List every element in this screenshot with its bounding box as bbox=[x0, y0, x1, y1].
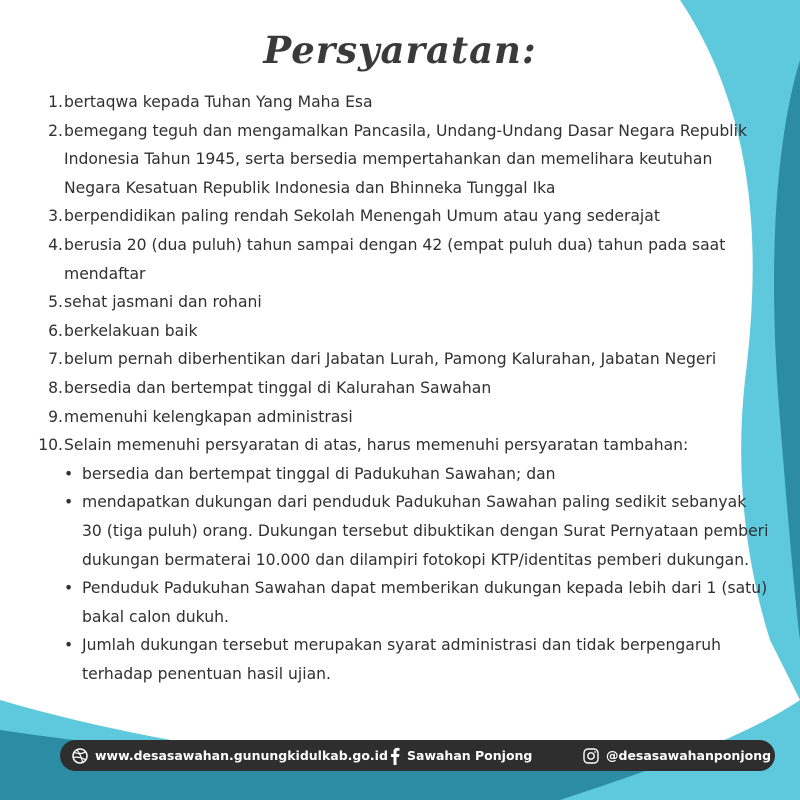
additional-requirements-list bbox=[30, 460, 770, 689]
item-number: 4. bbox=[48, 235, 63, 254]
bullet-icon: • bbox=[64, 579, 74, 598]
sub-item-text: Jumlah dukungan tersebut merupakan syarat administrasi dan tidak berpengaruh terhadap penentuan hasil ujian. bbox=[82, 636, 722, 683]
facebook-text: Sawahan Ponjong bbox=[407, 748, 533, 763]
page-title: Persyaratan: bbox=[263, 28, 537, 72]
website-text: www.desasawahan.gunungkidulkab.go.id bbox=[95, 748, 388, 763]
list-item bbox=[30, 202, 770, 231]
item-number: 7. bbox=[48, 350, 63, 369]
list-item bbox=[30, 117, 770, 203]
list-item bbox=[30, 288, 770, 317]
item-text: bertaqwa kepada Tuhan Yang Maha Esa bbox=[64, 93, 373, 111]
list-item bbox=[30, 345, 770, 374]
list-item bbox=[30, 317, 770, 346]
item-text: berusia 20 (dua puluh) tahun sampai dengan 42 (empat puluh dua) tahun pada saat mendaftar bbox=[64, 235, 726, 283]
item-text: sehat jasmani dan rohani bbox=[64, 293, 262, 312]
list-item bbox=[30, 88, 770, 117]
item-number: 5. bbox=[48, 293, 63, 312]
item-text: berpendidikan paling rendah Sekolah Menengah Umum atau yang sederajat bbox=[64, 207, 660, 226]
item-number: 6. bbox=[48, 321, 63, 340]
footer-bar bbox=[60, 740, 775, 771]
item-text: belum pernah diberhentikan dari Jabatan Lurah, Pamong Kalurahan, Jabatan Negeri bbox=[64, 350, 717, 369]
item-number: 9. bbox=[48, 407, 63, 426]
instagram-link[interactable] bbox=[583, 740, 771, 771]
website-link[interactable] bbox=[72, 740, 388, 771]
bullet-icon: • bbox=[64, 636, 74, 655]
item-text: berkelakuan baik bbox=[64, 321, 198, 340]
item-text: Selain memenuhi persyaratan di atas, harus memenuhi persyaratan tambahan: bbox=[64, 436, 689, 455]
sub-item-text: mendapatkan dukungan dari penduduk Padukuhan Sawahan paling sedikit sebanyak 30 (tiga puluh) orang. Dukungan tersebut dibuktikan dengan Surat Pernyataan pemberi dukungan bermaterai 10.000 dan dilampiri fotokopi KTP/identitas pemberi dukungan. bbox=[82, 493, 769, 569]
item-text: memenuhi kelengkapan administrasi bbox=[64, 407, 353, 426]
item-text: bersedia dan bertempat tinggal di Kalurahan Sawahan bbox=[64, 378, 492, 397]
list-item bbox=[30, 231, 770, 288]
item-number: 2. bbox=[48, 121, 63, 140]
bullet-icon: • bbox=[64, 493, 74, 512]
sub-list-item bbox=[64, 631, 770, 688]
item-number: 8. bbox=[48, 378, 63, 397]
dribbble-globe-icon bbox=[72, 748, 88, 764]
item-number: 10. bbox=[38, 436, 63, 455]
instagram-text: @desasawahanponjong bbox=[606, 748, 772, 763]
sub-list-item bbox=[64, 488, 770, 574]
bullet-icon: • bbox=[64, 464, 74, 483]
sub-list-item bbox=[64, 574, 770, 631]
facebook-link[interactable] bbox=[390, 740, 532, 771]
list-item bbox=[30, 403, 770, 432]
item-number: 3. bbox=[48, 207, 63, 226]
list-item bbox=[30, 431, 770, 460]
sub-item-text: Penduduk Padukuhan Sawahan dapat memberikan dukungan kepada lebih dari 1 (satu) bakal calon dukuh. bbox=[82, 579, 768, 626]
item-text: bemegang teguh dan mengamalkan Pancasila, Undang-Undang Dasar Negara Republik Indonesia Tahun 1945, serta bersedia mempertahankan dan memelihara keutuhan Negara Kesatuan Republik Indonesia dan Bhinneka Tunggal Ika bbox=[64, 121, 747, 197]
item-number: 1. bbox=[48, 93, 63, 111]
instagram-icon bbox=[583, 748, 599, 764]
list-item bbox=[30, 374, 770, 403]
sub-item-text: bersedia dan bertempat tinggal di Padukuhan Sawahan; dan bbox=[82, 464, 556, 483]
facebook-icon bbox=[390, 747, 400, 765]
requirements-list bbox=[30, 88, 770, 688]
sub-list-item bbox=[64, 460, 770, 489]
